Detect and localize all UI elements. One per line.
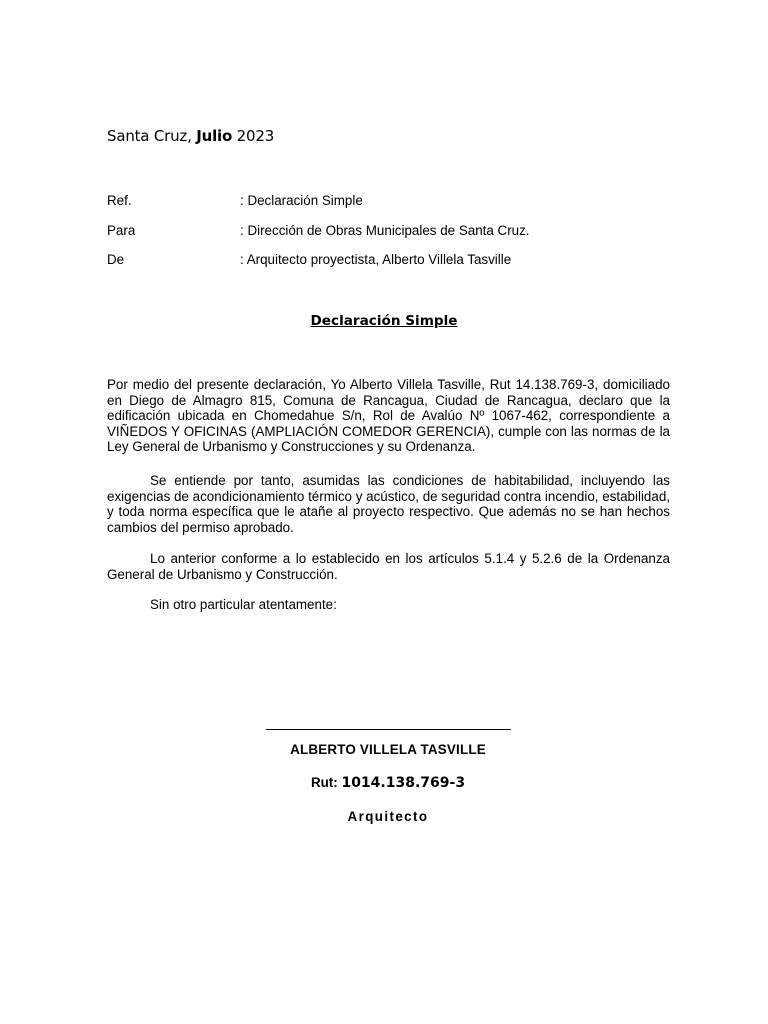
signer-rut-label: Rut:	[310, 775, 338, 790]
body-paragraph-3: Lo anterior conforme a lo establecido en los artículos 5.1.4 y 5.2.6 de la Ordenanza General de Urbanismo y Construcción.	[107, 551, 670, 582]
date-place: Santa Cruz,	[107, 127, 192, 145]
para-value: : Dirección de Obras Municipales de Santa Cruz.	[240, 223, 530, 238]
body-paragraph-2: Se entiende por tanto, asumidas las condiciones de habitabilidad, incluyendo las exigencias de acondicionamiento térmico y acústico, de seguridad contra incendio, estabilidad, y toda norma específica que le atañe al proyecto respectivo. Que además no se han hechos cambios del permiso aprobado.	[107, 473, 670, 535]
signer-name: ALBERTO VILLELA TASVILLE	[290, 742, 486, 757]
document-title: Declaración Simple	[310, 313, 458, 329]
body-paragraph-1: Por medio del presente declaración, Yo Alberto Villela Tasville, Rut 14.138.769-3, domiciliado en Diego de Almagro 815, Comuna de Rancagua, Ciudad de Rancagua, declaro que la edificación ubicada en Chomedahue S/n, Rol de Avalúo Nº 1067-462, correspondiente a VIÑEDOS Y OFICINAS (AMPLIACIÓN COMEDOR GERENCIA), cumple con las normas de la Ley General de Urbanismo y Construcciones y su Ordenanza.	[107, 377, 670, 455]
signer-rut-value: 1014.138.769-3	[341, 775, 466, 791]
de-value: : Arquitecto proyectista, Alberto Villela Tasville	[240, 252, 512, 267]
de-label: De	[107, 252, 125, 267]
date-year: 2023	[236, 127, 275, 145]
ref-value: : Declaración Simple	[240, 193, 363, 208]
signer-role: Arquitecto	[347, 809, 429, 824]
closing-line: Sin otro particular atentamente:	[150, 597, 337, 612]
para-label: Para	[107, 223, 136, 238]
date-month: Julio	[196, 127, 233, 145]
signature-line	[266, 729, 511, 730]
date-line	[107, 127, 274, 145]
ref-label: Ref.	[107, 193, 132, 208]
signer-rut	[0, 775, 768, 791]
